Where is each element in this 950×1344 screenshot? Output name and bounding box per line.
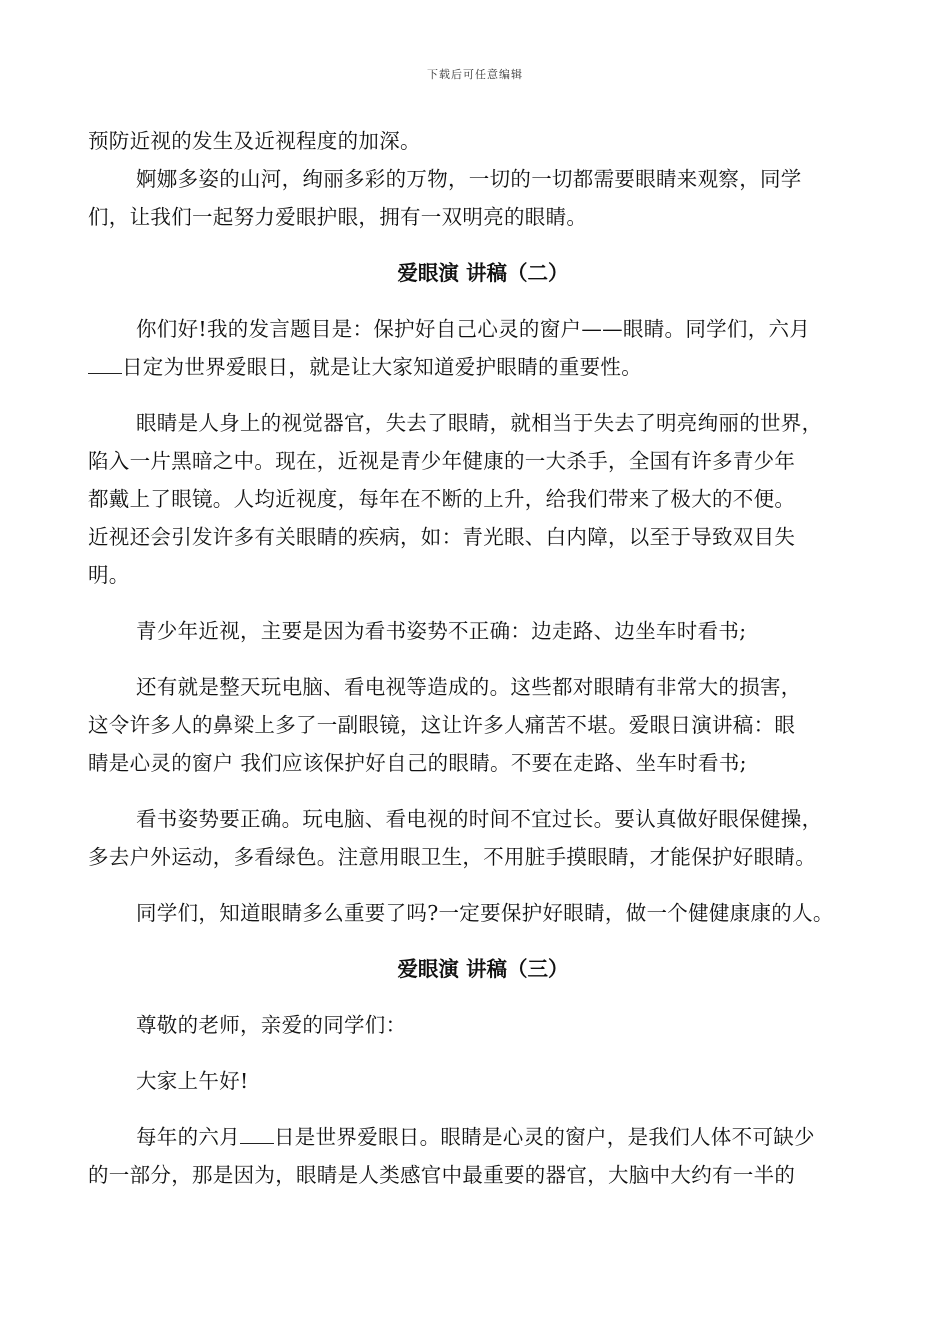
paragraph-line: 陷入一片黑暗之中。现在，近视是青少年健康的一大杀手，全国有许多青少年: [88, 449, 796, 473]
fill-in-blank: [240, 1125, 274, 1144]
paragraph-line: 们，让我们一起努力爱眼护眼，拥有一双明亮的眼睛。: [88, 205, 588, 229]
paragraph-line: 青少年近视，主要是因为看书姿势不正确：边走路、边坐车时看书;: [136, 619, 747, 643]
paragraph-line: 这令许多人的鼻梁上多了一副眼镜，这让许多人痛苦不堪。爱眼日演讲稿：眼: [88, 713, 796, 737]
paragraph-line: 明。: [88, 563, 130, 587]
fill-in-blank: [88, 355, 122, 374]
paragraph-line: 大家上午好!: [136, 1069, 249, 1093]
page-header-note: 下载后可任意编辑: [427, 68, 523, 81]
section-heading: 爱眼演 讲稿（三）: [397, 957, 569, 981]
document-body: [88, 122, 878, 1194]
paragraph-line: 婀娜多姿的山河，绚丽多彩的万物，一切的一切都需要眼睛来观察，同学: [136, 167, 802, 191]
paragraph-line: 眼睛是人身上的视觉器官，失去了眼睛，就相当于失去了明亮绚丽的世界，: [136, 411, 823, 435]
paragraph-line: 还有就是整天玩电脑、看电视等造成的。这些都对眼睛有非常大的损害，: [136, 675, 802, 699]
paragraph-line: 你们好!我的发言题目是：保护好自己心灵的窗户——眼睛。同学们，六月: [136, 317, 811, 341]
paragraph-line-with-blank: [88, 348, 878, 386]
paragraph-line: 的一部分，那是因为，眼睛是人类感官中最重要的器官，大脑中大约有一半的: [88, 1163, 796, 1187]
paragraph-text: 日是世界爱眼日。眼睛是心灵的窗户，是我们人体不可缺少: [274, 1125, 815, 1149]
paragraph-text: 每年的六月: [136, 1125, 240, 1149]
paragraph-line: 看书姿势要正确。玩电脑、看电视的时间不宜过长。要认真做好眼保健操，: [136, 807, 823, 831]
paragraph-line: 都戴上了眼镜。人均近视度，每年在不断的上升，给我们带来了极大的不便。: [88, 487, 796, 511]
section-heading: 爱眼演 讲稿（二）: [397, 261, 569, 285]
paragraph-line: 睛是心灵的窗户 我们应该保护好自己的眼睛。不要在走路、坐车时看书;: [88, 751, 747, 775]
paragraph-line: 多去户外运动，多看绿色。注意用眼卫生，不用脏手摸眼睛，才能保护好眼睛。: [88, 845, 816, 869]
paragraph-text: 日定为世界爱眼日，就是让大家知道爱护眼睛的重要性。: [122, 355, 642, 379]
paragraph-line: 尊敬的老师，亲爱的同学们：: [136, 1013, 407, 1037]
paragraph-line: 预防近视的发生及近视程度的加深。: [88, 129, 421, 153]
paragraph-line-with-blank: [88, 1118, 878, 1156]
paragraph-line: 近视还会引发许多有关眼睛的疾病，如：青光眼、白内障，以至于导致双目失: [88, 525, 796, 549]
paragraph-line: 同学们，知道眼睛多么重要了吗?一定要保护好眼睛，做一个健健康康的人。: [136, 901, 834, 925]
